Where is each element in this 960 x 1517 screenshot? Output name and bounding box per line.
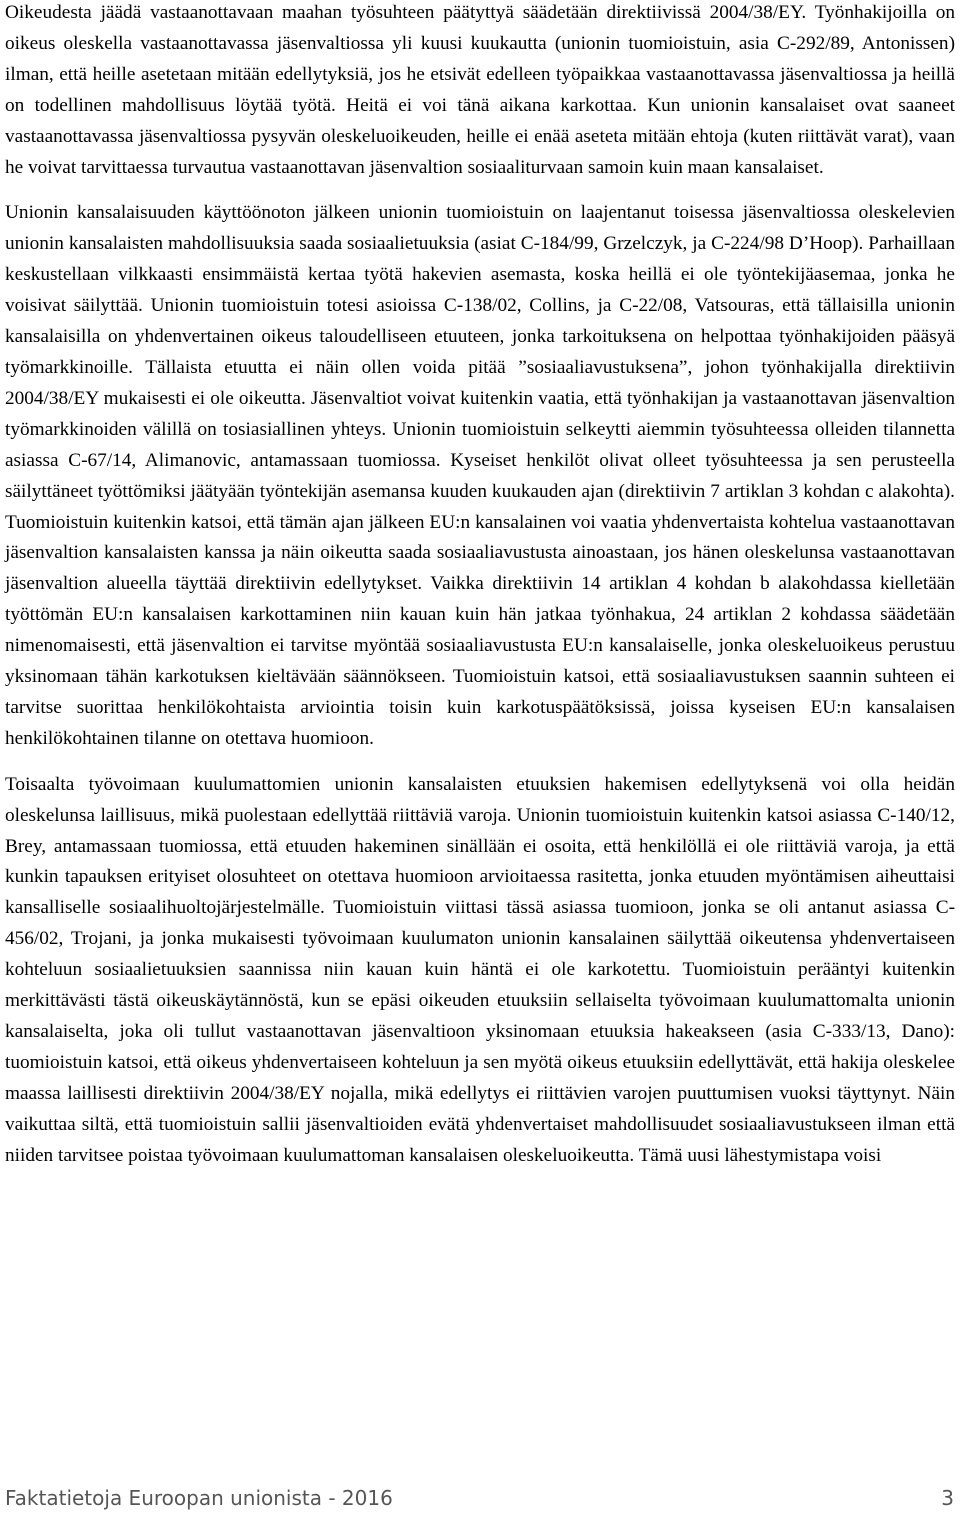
- sentence: Tämä uusi lähestymistapa voisi: [638, 1144, 882, 1166]
- sentence: Näin vaikuttaa siltä, että tuomioistuin sallii jäsenvaltioiden evätä yhdenvertaiset mahdollisuudet sosiaaliavustukseen ilman että niiden tarvitsee poistaa työvoimaan kuulumattoman kansalaisen oleskeluoikeutta.: [5, 1082, 955, 1166]
- sentence: Työnhakijoilla on oikeus oleskella vastaanottavassa jäsenvaltiossa yli kuusi kuukautta (unionin tuomioistuin, asia C-292/89, Antonissen) ilman, että heille asetetaan mitään edellytyksiä, jos he etsivät edelleen työpaikkaa vastaanottavassa jäsenvaltiossa ja heillä on todellinen mahdollisuus löytää työtä.: [5, 2, 956, 116]
- document-body: [5, 0, 955, 1187]
- sentence: Oikeudesta jäädä vastaanottavaan maahan työsuhteen päätyttyä säädetään direktiivissä 2004/38/EY.: [5, 2, 815, 23]
- sentence: Toisaalta työvoimaan kuulumattomien unionin kansalaisten etuuksien hakemisen edellytyksenä voi olla heidän oleskelunsa laillisuus, mikä puolestaan edellyttää riittäviä varoja.: [5, 773, 955, 826]
- sentence: Heitä ei voi tänä aikana karkottaa.: [346, 94, 648, 116]
- sentence: Parhaillaan keskustellaan vilkkaasti ensimmäistä kertaa työtä hakevien asemasta, koska heillä ei ole työntekijäasemaa, jonka he voisivat säilyttää.: [5, 233, 955, 317]
- paragraph-jobseekers-benefits: [5, 198, 955, 754]
- sentence: Unionin tuomioistuin selkeytti aiemmin työsuhteessa olleiden tilannetta asiassa C-67/14, Alimanovic, antamassaan tuomiossa.: [5, 418, 956, 471]
- publication-title: Faktatietoja Euroopan unionista - 2016: [5, 1486, 393, 1510]
- page-number: 3: [941, 1486, 954, 1510]
- sentence: Unionin tuomioistuin kuitenkin katsoi asiassa C-140/12, Brey, antamassaan tuomiossa, että etuuden hakeminen sinällään ei osoita, että henkilöllä ei ole riittäviä varoja, ja että kunkin tapauksen erityiset olosuhteet on otettava huomioon arvioitaessa rasitetta, jonka etuuden myöntämisen aiheuttaisi kansalliselle sosiaalihuoltojärjestelmälle.: [5, 804, 955, 919]
- sentence: Kun unionin kansalaiset ovat saaneet vastaanottavassa jäsenvaltiossa pysyvän oleskeluoikeuden, heille ei enää aseteta mitään ehtoja (kuten riittävät varat), vaan he voivat tarvittaessa turvautua vastaanottavan jäsenvaltion sosiaaliturvaan samoin kuin maan kansalaiset.: [5, 94, 955, 178]
- sentence: Tuomioistuin katsoi, että sosiaaliavustuksen saannin suhteen ei tarvitse suorittaa henkilökohtaista arviointia toisin kuin karkotuspäätöksissä, joissa kyseisen EU:n kansalaisen henkilökohtainen tilanne on otettava huomioon.: [5, 666, 955, 749]
- sentence: Tuomioistuin kuitenkin katsoi, että tämän ajan jälkeen EU:n kansalainen voi vaatia yhdenvertaista kohtelua vastaanottavan jäsenvaltion kansalaisten kanssa ja näin oikeutta saada sosiaaliavustusta ainoastaan, jos hänen oleskelunsa vastaanottavan jäsenvaltion alueella täyttää direktiivin edellytykset.: [5, 511, 955, 595]
- paragraph-residence-rights: [5, 0, 955, 183]
- sentence: Jäsenvaltiot voivat kuitenkin vaatia, että työnhakijan ja vastaanottavan jäsenvaltion työmarkkinoiden välillä on tosiasiallinen yhteys.: [5, 387, 955, 440]
- sentence: Kyseiset henkilöt olivat olleet työsuhteessa ja sen perusteella säilyttäneet työttömiksi jäätyään työntekijän asemansa kuuden kuukauden ajan (direktiivin 7 artiklan 3 kohdan c alakohta).: [5, 449, 955, 502]
- paragraph-inactive-citizens: [5, 770, 955, 1172]
- sentence: Tällaista etuutta ei näin ollen voida pitää ”sosiaaliavustuksena”, johon työnhakijalla direktiivin 2004/38/EY mukaisesti ei ole oikeutta.: [5, 356, 955, 409]
- page-footer: [5, 1485, 954, 1511]
- sentence: Unionin tuomioistuin totesi asioissa C-138/02, Collins, ja C-22/08, Vatsouras, että tällaisilla unionin kansalaisilla on yhdenvertainen oikeus taloudelliseen etuuteen, jonka tarkoituksena on helpottaa työnhakijoiden pääsyä työmarkkinoille.: [5, 295, 955, 378]
- sentence: Tuomioistuin viittasi tässä asiassa tuomioon, jonka se oli antanut asiassa C-456/02, Trojani, ja jonka mukaisesti työvoimaan kuulumaton unionin kansalainen säilyttää oikeutensa yhdenvertaiseen kohteluun sosiaalietuuksien saannissa niin kauan kuin häntä ei ole karkotettu.: [5, 897, 955, 981]
- sentence: Vaikka direktiivin 14 artiklan 4 kohdan b alakohdassa kielletään työttömän EU:n kansalaisen karkottaminen niin kauan kuin hän jatkaa työnhakua, 24 artiklan 2 kohdassa säädetään nimenomaisesti, että jäsenvaltion ei tarvitse myöntää sosiaaliavustusta EU:n kansalaiselle, jonka oleskeluoikeus perustuu yksinomaan tähän karkotuksen kieltävään säännökseen.: [5, 573, 955, 688]
- sentence: Unionin kansalaisuuden käyttöönoton jälkeen unionin tuomioistuin on laajentanut toisessa jäsenvaltiossa oleskelevien unionin kansalaisten mahdollisuuksia saada sosiaalietuuksia (asiat C-184/99, Grzelczyk, ja C-224/98 D’Hoop).: [5, 202, 955, 255]
- sentence: Tuomioistuin perääntyi kuitenkin merkittävästi tästä oikeuskäytännöstä, kun se epäsi oikeuden etuuksiin sellaiselta työvoimaan kuulumattomalta unionin kansalaiselta, joka oli tullut vastaanottavan jäsenvaltioon yksinomaan etuuksia hakeakseen (asia C-333/13, Dano): tuomioistuin katsoi, että oikeus yhdenvertaiseen kohteluun ja sen myötä oikeus etuuksiin edellyttävät, että hakija oleskelee maassa laillisesti direktiivin 2004/38/EY nojalla, mikä edellytys ei riittävien varojen puuttumisen vuoksi täyttynyt.: [5, 959, 955, 1104]
